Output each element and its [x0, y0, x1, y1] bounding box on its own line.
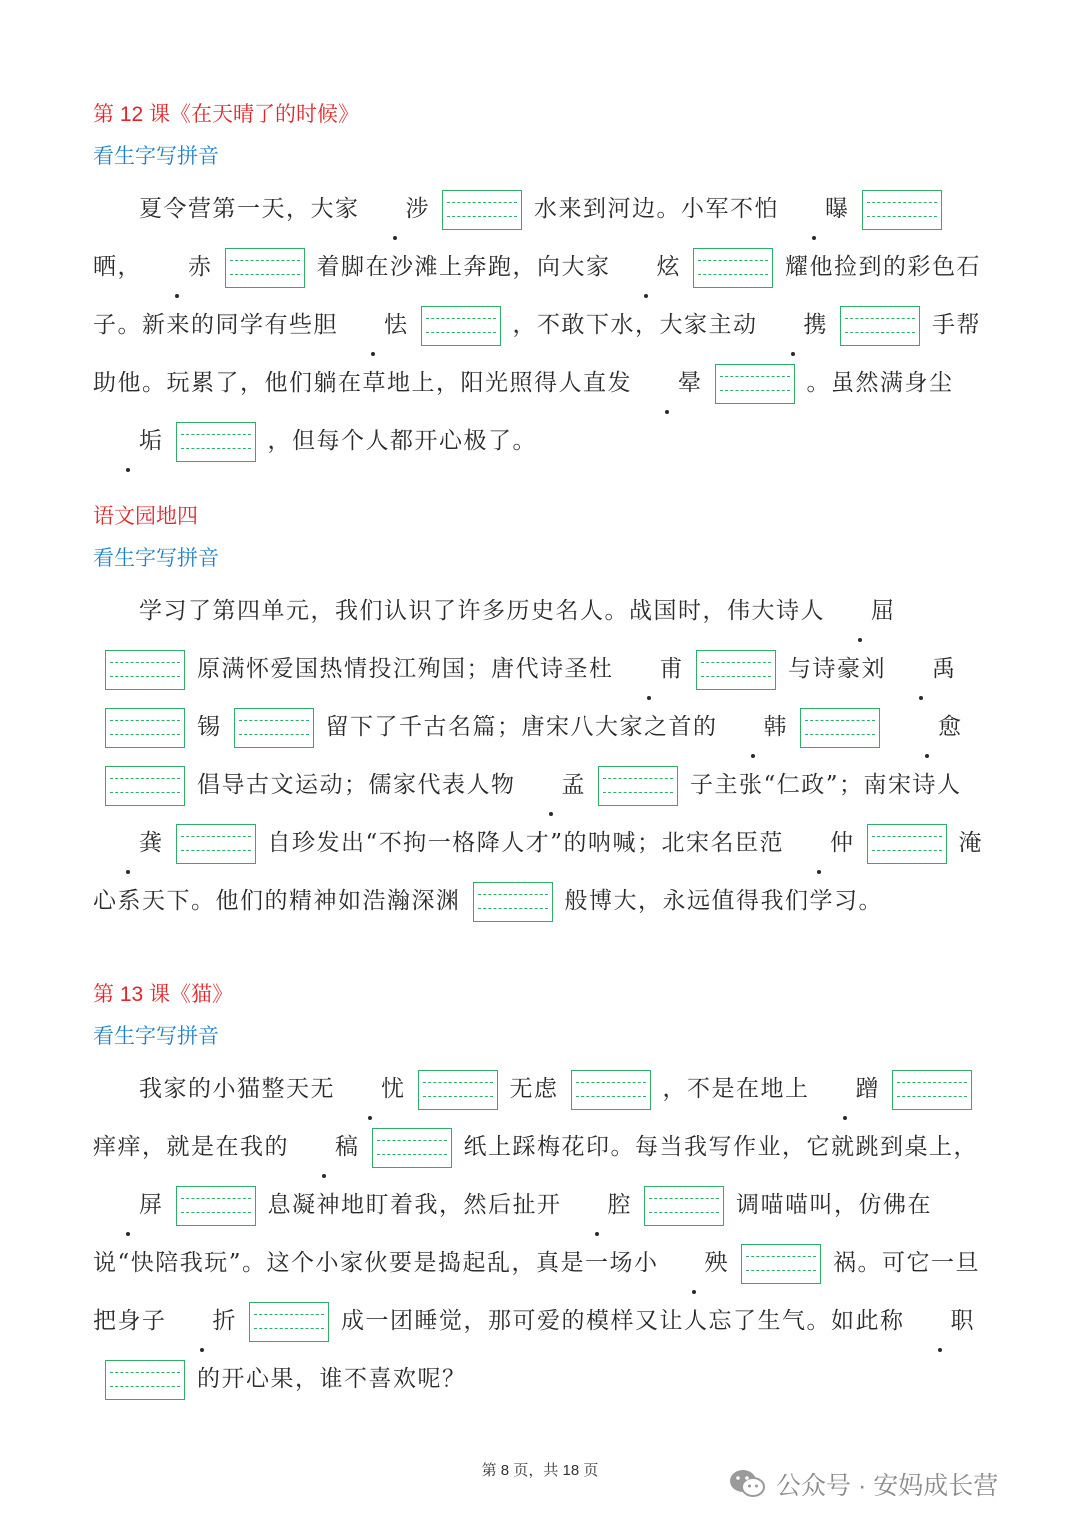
text-run: 子主张“仁政”；南宋诗人 [690, 772, 962, 798]
text-run: 纸上踩梅花印。每当我写作业，它就跳到桌上， [463, 1134, 978, 1160]
pinyin-box[interactable] [105, 650, 185, 690]
text-run: 自珍发出“不拘一格降人才”的呐喊；北宋名臣范 [267, 830, 785, 856]
pinyin-box[interactable] [225, 248, 305, 288]
text-run: 倡导古文运动；儒家代表人物 [197, 772, 516, 798]
pinyin-box[interactable] [892, 1070, 972, 1110]
text-run: 耀他捡到的彩色石子。新来的同学有些胆 [93, 254, 981, 338]
marked-character: 垢 [93, 412, 164, 470]
pinyin-box[interactable] [867, 824, 947, 864]
marked-character: 愈 [892, 698, 963, 756]
marked-character: 怯 [338, 296, 409, 354]
text-run: 息凝神地盯着我，然后扯开 [267, 1192, 562, 1218]
marked-character: 晕 [632, 354, 703, 412]
marked-character: 忧 [335, 1060, 406, 1118]
marked-character: 禹 [886, 640, 957, 698]
wechat-icon [728, 1468, 766, 1500]
pinyin-box[interactable] [696, 650, 776, 690]
text-run: 成一团睡觉，那可爱的模样又让人忘了生气。如此称 [341, 1308, 905, 1334]
text-run: 原满怀爱国热情投江殉国；唐代诗圣杜 [197, 656, 614, 682]
pinyin-box[interactable] [693, 248, 773, 288]
pinyin-box[interactable] [176, 824, 256, 864]
marked-character: 稿 [289, 1118, 360, 1176]
pinyin-box[interactable] [800, 708, 880, 748]
marked-character: 炫 [611, 238, 682, 296]
marked-character: 折 [167, 1292, 238, 1350]
pinyin-box[interactable] [571, 1070, 651, 1110]
text-run: 留下了千古名篇；唐宋八大家之首的 [325, 714, 718, 740]
text-run: 我家的小猫整天无 [139, 1076, 335, 1102]
text-run: 水来到河边。小军不怕 [534, 196, 779, 222]
text-run: 与诗豪刘 [788, 656, 886, 682]
pinyin-box[interactable] [105, 766, 185, 806]
text-run: 淹心系天下。他们的精神如浩瀚深渊 [93, 830, 984, 914]
text-run: ，但每个人都开心极了。 [267, 428, 537, 454]
marked-character: 仲 [784, 814, 855, 872]
pinyin-box[interactable] [862, 190, 942, 230]
section-lesson-12 [93, 100, 993, 470]
marked-character: 殃 [659, 1234, 730, 1292]
pinyin-box[interactable] [176, 1186, 256, 1226]
marked-character: 蹭 [810, 1060, 881, 1118]
text-run: 着脚在沙滩上奔跑，向大家 [316, 254, 611, 280]
section-lesson-13 [93, 980, 993, 1408]
text-run: 般博大，永远值得我们学习。 [564, 888, 883, 914]
section-subtitle: 看生字写拼音 [93, 145, 219, 168]
text-run: 学习了第四单元，我们认识了许多历史名人。战国时，伟大诗人 [139, 598, 825, 624]
marked-character: 涉 [360, 180, 431, 238]
pinyin-box[interactable] [105, 1360, 185, 1400]
pinyin-box[interactable] [741, 1244, 821, 1284]
pinyin-box[interactable] [421, 306, 501, 346]
watermark-text: 公众号 · 安妈成长营 [776, 1472, 999, 1500]
pinyin-box[interactable] [372, 1128, 452, 1168]
section-title: 语文园地四 [93, 505, 198, 528]
text-run: 。虽然满身尘 [806, 370, 954, 396]
pinyin-box[interactable] [644, 1186, 724, 1226]
marked-character: 屈 [825, 582, 896, 640]
section-chinese-garden-4 [93, 502, 993, 930]
pinyin-box[interactable] [598, 766, 678, 806]
text-run: 夏令营第一天，大家 [139, 196, 360, 222]
exercise-paragraph [93, 582, 993, 930]
marked-character: 腔 [562, 1176, 633, 1234]
section-title: 第 12 课《在天晴了的时候》 [93, 103, 360, 126]
text-run: 调喵喵叫，仿佛在说“快陪我玩”。这个小家伙要是捣起乱，真是一场小 [93, 1192, 932, 1276]
text-run: 的开心果，谁不喜欢呢？ [197, 1366, 467, 1392]
marked-character: 曝 [779, 180, 850, 238]
section-title: 第 13 课《猫》 [93, 983, 234, 1006]
pinyin-box[interactable] [249, 1302, 329, 1342]
pinyin-box[interactable] [715, 364, 795, 404]
text-run: 痒痒，就是在我的 [93, 1134, 289, 1160]
pinyin-box[interactable] [442, 190, 522, 230]
exercise-paragraph [93, 180, 993, 470]
text-run: ，不是在地上 [662, 1076, 810, 1102]
pinyin-box[interactable] [234, 708, 314, 748]
marked-character: 孟 [516, 756, 587, 814]
pinyin-box[interactable] [418, 1070, 498, 1110]
marked-character: 职 [905, 1292, 976, 1350]
text-run: 无虑 [509, 1076, 559, 1102]
text-run: 锡 [197, 714, 222, 740]
section-subtitle: 看生字写拼音 [93, 1025, 219, 1048]
pinyin-box[interactable] [473, 882, 553, 922]
marked-character: 赤 [142, 238, 213, 296]
text-run: 手帮助他。玩累了，他们躺在草地上，阳光照得人直发 [93, 312, 981, 396]
marked-character: 甫 [614, 640, 685, 698]
pinyin-box[interactable] [105, 708, 185, 748]
marked-character: 韩 [718, 698, 789, 756]
watermark [728, 1466, 998, 1502]
text-run: 晒， [93, 254, 142, 280]
page-footer: 第 8 页，共 18 页 [481, 1462, 599, 1479]
text-run: ，不敢下水，大家主动 [512, 312, 758, 338]
section-subtitle: 看生字写拼音 [93, 547, 219, 570]
marked-character: 龚 [93, 814, 164, 872]
exercise-paragraph [93, 1060, 993, 1408]
pinyin-box[interactable] [840, 306, 920, 346]
marked-character: 携 [758, 296, 829, 354]
text-run: 祸。可它一旦把身子 [93, 1250, 981, 1334]
pinyin-box[interactable] [176, 422, 256, 462]
marked-character: 屏 [93, 1176, 164, 1234]
